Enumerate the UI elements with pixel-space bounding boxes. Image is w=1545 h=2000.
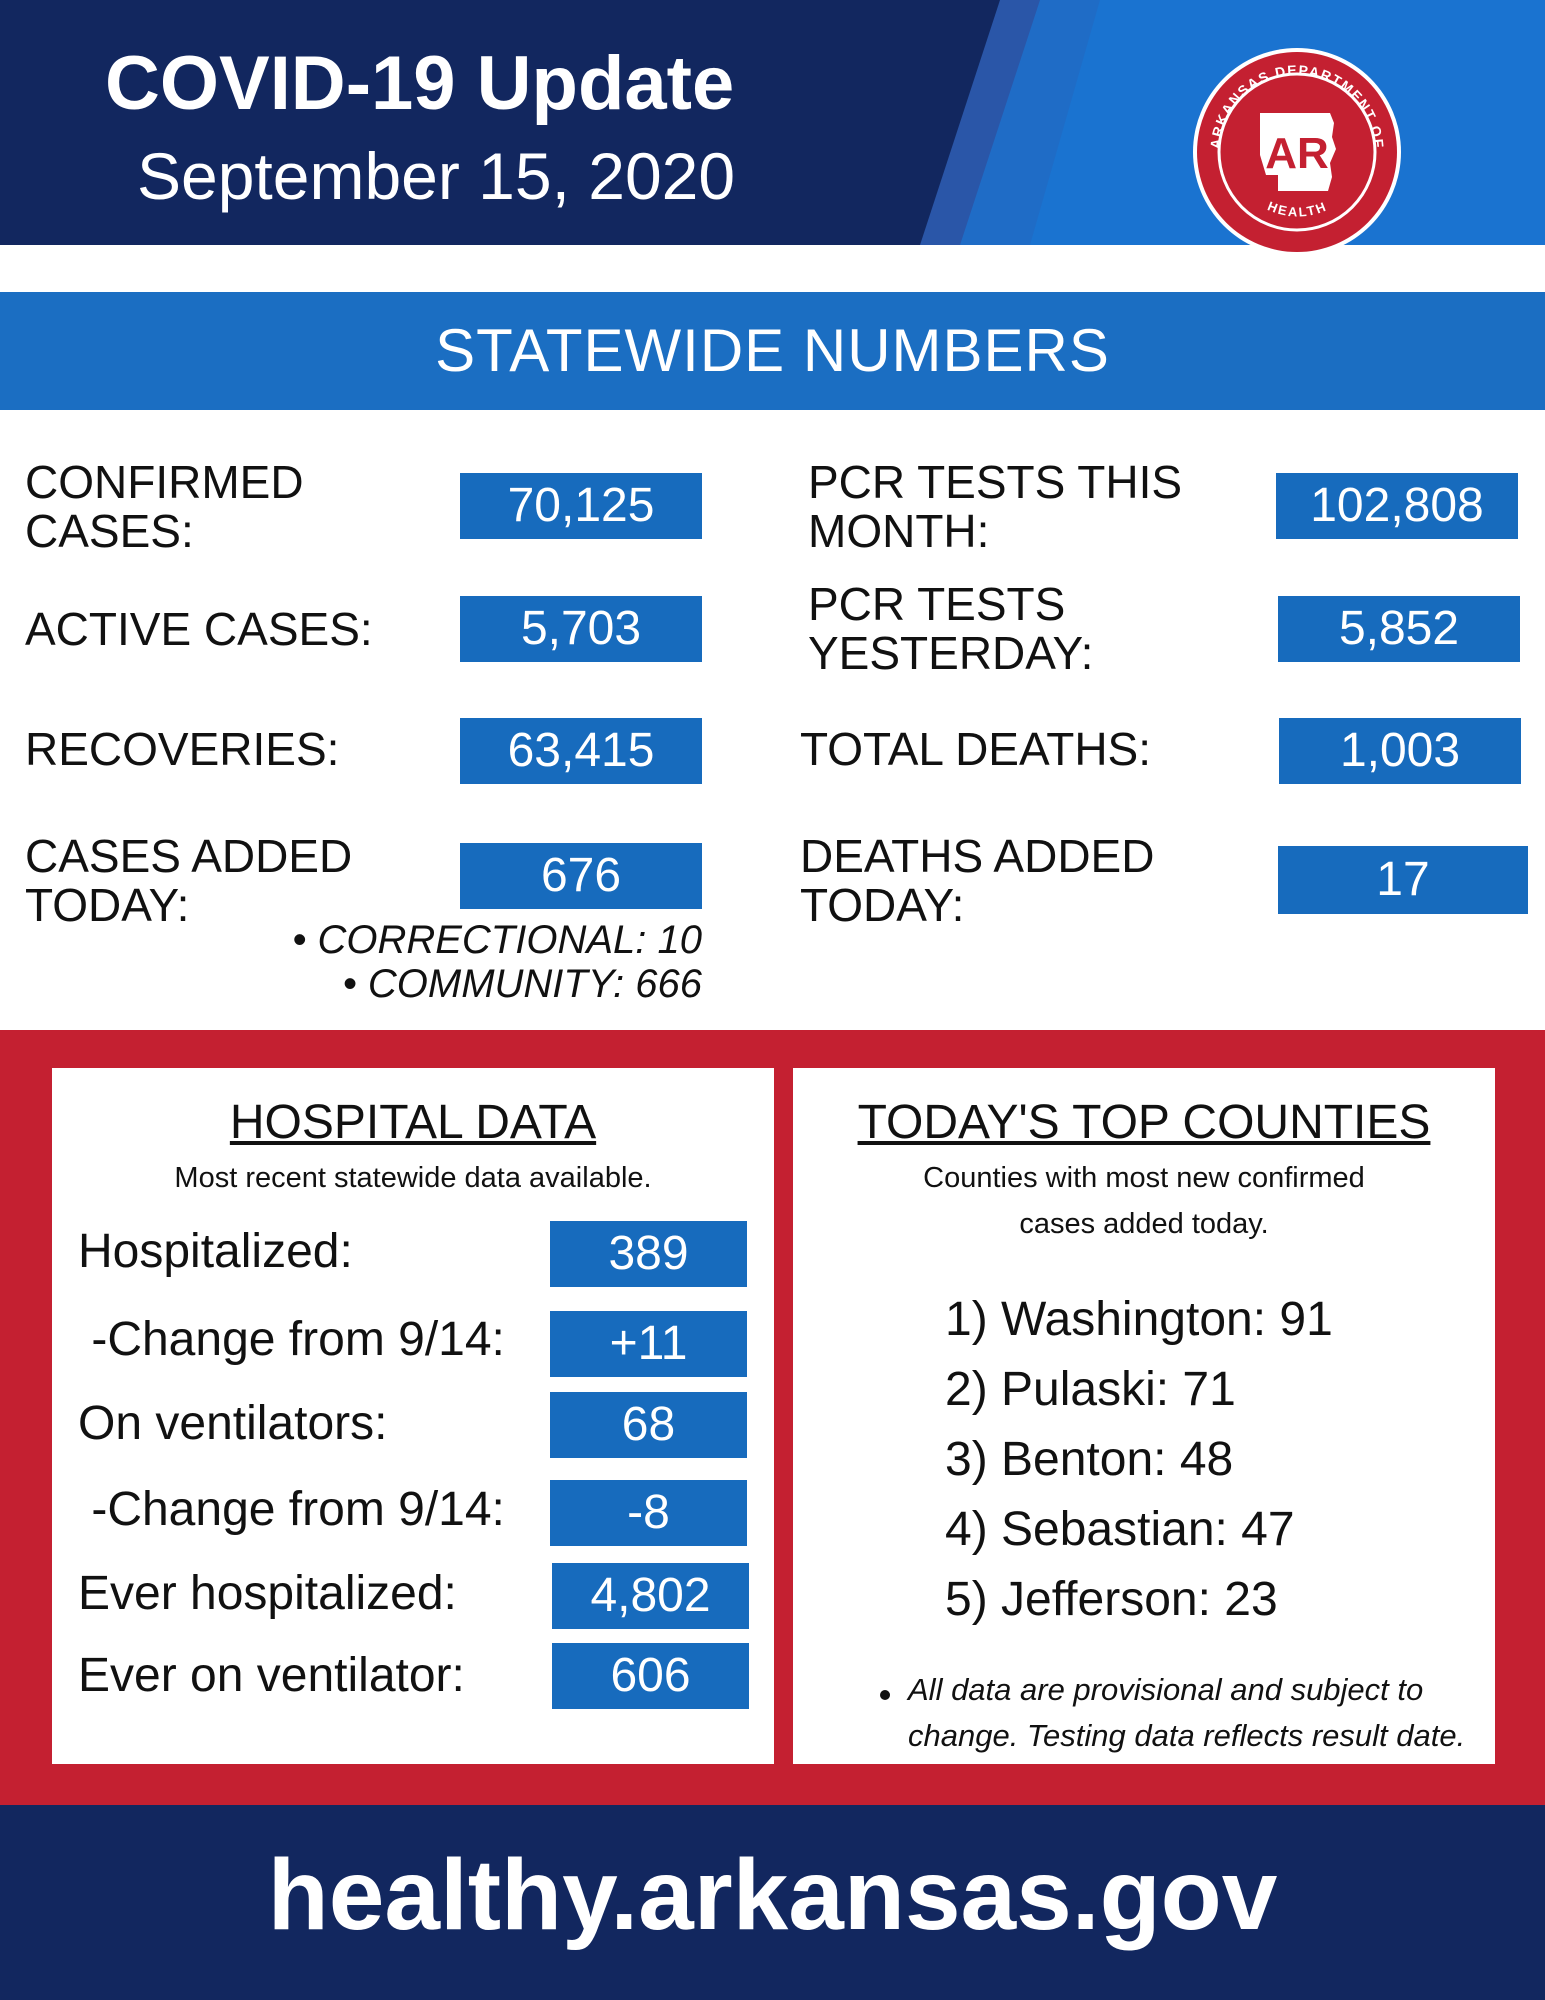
disclaimer-bullet-icon <box>880 1690 890 1700</box>
community-breakdown: • COMMUNITY: 666 <box>342 962 702 1006</box>
pcr-tests-month-value: 102,808 <box>1276 473 1518 539</box>
seal-ring-bottom-text: HEALTH <box>1265 198 1330 220</box>
website-url: healthy.arkansas.gov <box>267 1839 1278 1951</box>
county-item: 1) Washington: 91 <box>945 1293 1333 1346</box>
disclaimer-line1: All data are provisional and subject to <box>908 1672 1424 1707</box>
deaths-added-today-label: DEATHS ADDED TODAY: <box>800 830 1155 931</box>
active-cases-value: 5,703 <box>460 596 702 662</box>
update-date: September 15, 2020 <box>137 139 736 213</box>
disclaimer-line2: change. Testing data reflects result date. <box>908 1718 1466 1753</box>
ventilators-value: 68 <box>550 1392 747 1458</box>
county-item: 2) Pulaski: 71 <box>945 1363 1236 1416</box>
total-deaths-value: 1,003 <box>1279 718 1521 784</box>
ventilators-change-label: -Change from 9/14: <box>78 1483 505 1536</box>
hospitalized-value: 389 <box>550 1221 747 1287</box>
cases-added-today-label: CASES ADDED TODAY: <box>25 830 353 931</box>
deaths-added-today-value: 17 <box>1278 846 1528 914</box>
ventilators-label: On ventilators: <box>78 1397 388 1450</box>
recoveries-value: 63,415 <box>460 718 702 784</box>
recoveries-label: RECOVERIES: <box>25 723 340 775</box>
hospital-data-title: HOSPITAL DATA <box>229 1096 597 1149</box>
pcr-tests-yesterday-value: 5,852 <box>1278 596 1520 662</box>
statewide-heading: STATEWIDE NUMBERS <box>435 317 1110 384</box>
top-counties-note-line1: Counties with most new confirmed <box>923 1162 1365 1194</box>
hospital-data-note: Most recent statewide data available. <box>174 1162 652 1194</box>
seal-monogram: AR <box>1265 129 1329 178</box>
ever-hospitalized-label: Ever hospitalized: <box>78 1567 457 1620</box>
ever-ventilator-label: Ever on ventilator: <box>78 1649 465 1702</box>
county-item: 4) Sebastian: 47 <box>945 1503 1295 1556</box>
confirmed-cases-value: 70,125 <box>460 473 702 539</box>
top-counties-title: TODAY'S TOP COUNTIES <box>857 1096 1431 1149</box>
top-counties-note-line2: cases added today. <box>1019 1208 1269 1240</box>
pcr-tests-month-label: PCR TESTS THIS MONTH: <box>808 456 1183 557</box>
hospitalized-label: Hospitalized: <box>78 1225 353 1278</box>
page-title: COVID-19 Update <box>105 41 735 126</box>
total-deaths-label: TOTAL DEATHS: <box>800 723 1152 775</box>
ever-hospitalized-value: 4,802 <box>552 1563 749 1629</box>
seal-ring-top-text: ARKANSAS DEPARTMENT OF <box>1206 61 1388 150</box>
correctional-breakdown: • CORRECTIONAL: 10 <box>292 918 702 962</box>
hospitalized-change-label: -Change from 9/14: <box>78 1313 505 1366</box>
county-item: 5) Jefferson: 23 <box>945 1573 1278 1626</box>
pcr-tests-yesterday-label: PCR TESTS YESTERDAY: <box>808 578 1094 679</box>
ever-ventilator-value: 606 <box>552 1643 749 1709</box>
confirmed-cases-label: CONFIRMED CASES: <box>25 456 304 557</box>
arkansas-health-seal-logo <box>1190 45 1405 260</box>
active-cases-label: ACTIVE CASES: <box>25 603 373 655</box>
ventilators-change-value: -8 <box>550 1480 747 1546</box>
county-item: 3) Benton: 48 <box>945 1433 1234 1486</box>
hospitalized-change-value: +11 <box>550 1311 747 1377</box>
cases-added-today-value: 676 <box>460 843 702 909</box>
